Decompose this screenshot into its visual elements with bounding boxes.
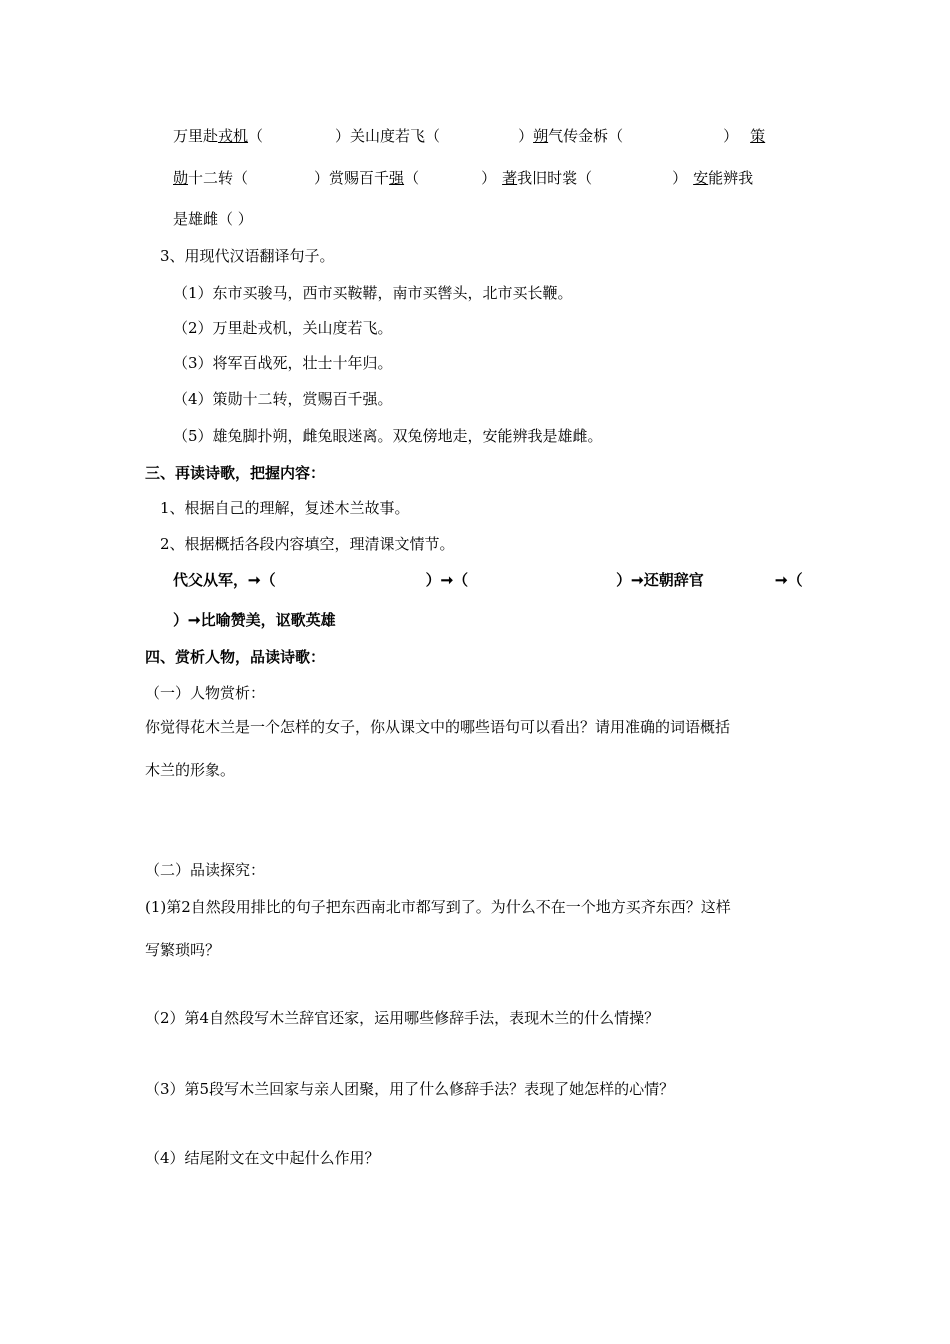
underlined-word: 戎机 — [218, 127, 249, 145]
text: 能辨我 — [708, 169, 754, 187]
section-3-heading: 三、再读诗歌，把握内容： — [145, 464, 326, 482]
s3-question-2: 2、根据概括各段内容填空，理清课文情节。 — [160, 535, 455, 553]
text: （ — [404, 169, 420, 187]
section-4-heading: 四、赏析人物，品读诗歌： — [145, 648, 326, 666]
flow-text: ）➞（ — [425, 571, 469, 589]
explore-question-1-line-1: (1)第2自然段用排比的句子把东西南北市都写到了。为什么不在一个地方买齐东西？这样 — [145, 898, 731, 916]
plot-flow-line-1 — [173, 570, 704, 590]
question-3: 3、用现代汉语翻译句子。 — [160, 247, 335, 265]
text: ）关山度若飞（ — [335, 127, 441, 145]
text: 万里赴 — [173, 127, 219, 145]
annotation-line-3: 是雄雌（ ） — [173, 210, 253, 228]
text: ） — [672, 169, 688, 187]
explore-question-2: （2）第4自然段写木兰辞官还家，运用哪些修辞手法，表现木兰的什么情操？ — [145, 1009, 660, 1027]
character-question-line-2: 木兰的形象。 — [145, 761, 236, 779]
translate-item-4: （4）策勋十二转，赏赐百千强。 — [173, 390, 393, 408]
text: ） — [481, 169, 497, 187]
translate-item-3: （3）将军百战死，壮士十年归。 — [173, 354, 393, 372]
text: 十二转（ — [188, 169, 249, 187]
subsection-2-title: （二）品读探究： — [145, 861, 266, 879]
annotation-line-1 — [173, 126, 765, 146]
annotation-line-2 — [173, 168, 753, 188]
plot-flow-arrow: ➞（ — [775, 571, 803, 589]
underlined-word: 安 — [693, 169, 709, 187]
text: （ — [248, 127, 264, 145]
explore-question-1-line-2: 写繁琐吗？ — [145, 941, 221, 959]
text: ）赏赐百千 — [314, 169, 390, 187]
underlined-word: 强 — [389, 169, 405, 187]
subsection-1-title: （一）人物赏析： — [145, 684, 266, 702]
translate-item-2: （2）万里赴戎机，关山度若飞。 — [173, 319, 393, 337]
underlined-word: 朔 — [533, 127, 549, 145]
text: ） — [723, 127, 739, 145]
underlined-word: 策 — [750, 127, 766, 145]
translate-item-5: （5）雄兔脚扑朔，雌兔眼迷离。双兔傍地走，安能辨我是雄雌。 — [173, 427, 603, 445]
explore-question-3: （3）第5段写木兰回家与亲人团聚，用了什么修辞手法？表现了她怎样的心情？ — [145, 1080, 675, 1098]
plot-flow-line-2: ）➞比喻赞美，讴歌英雄 — [173, 611, 336, 629]
character-question-line-1: 你觉得花木兰是一个怎样的女子，你从课文中的哪些语句可以看出？请用准确的词语概括 — [145, 718, 731, 736]
flow-text: ）➞还朝辞官 — [616, 571, 704, 589]
translate-item-1: （1）东市买骏马，西市买鞍鞯，南市买辔头，北市买长鞭。 — [173, 284, 573, 302]
text: 气传金柝（ — [548, 127, 624, 145]
text: 我旧时裳（ — [517, 169, 593, 187]
text: ） — [518, 127, 534, 145]
s3-question-1: 1、根据自己的理解，复述木兰故事。 — [160, 499, 410, 517]
flow-text: 代父从军，➞（ — [173, 571, 276, 589]
underlined-word: 著 — [502, 169, 518, 187]
underlined-word: 勋 — [173, 169, 189, 187]
explore-question-4: （4）结尾附文在文中起什么作用？ — [145, 1149, 380, 1167]
